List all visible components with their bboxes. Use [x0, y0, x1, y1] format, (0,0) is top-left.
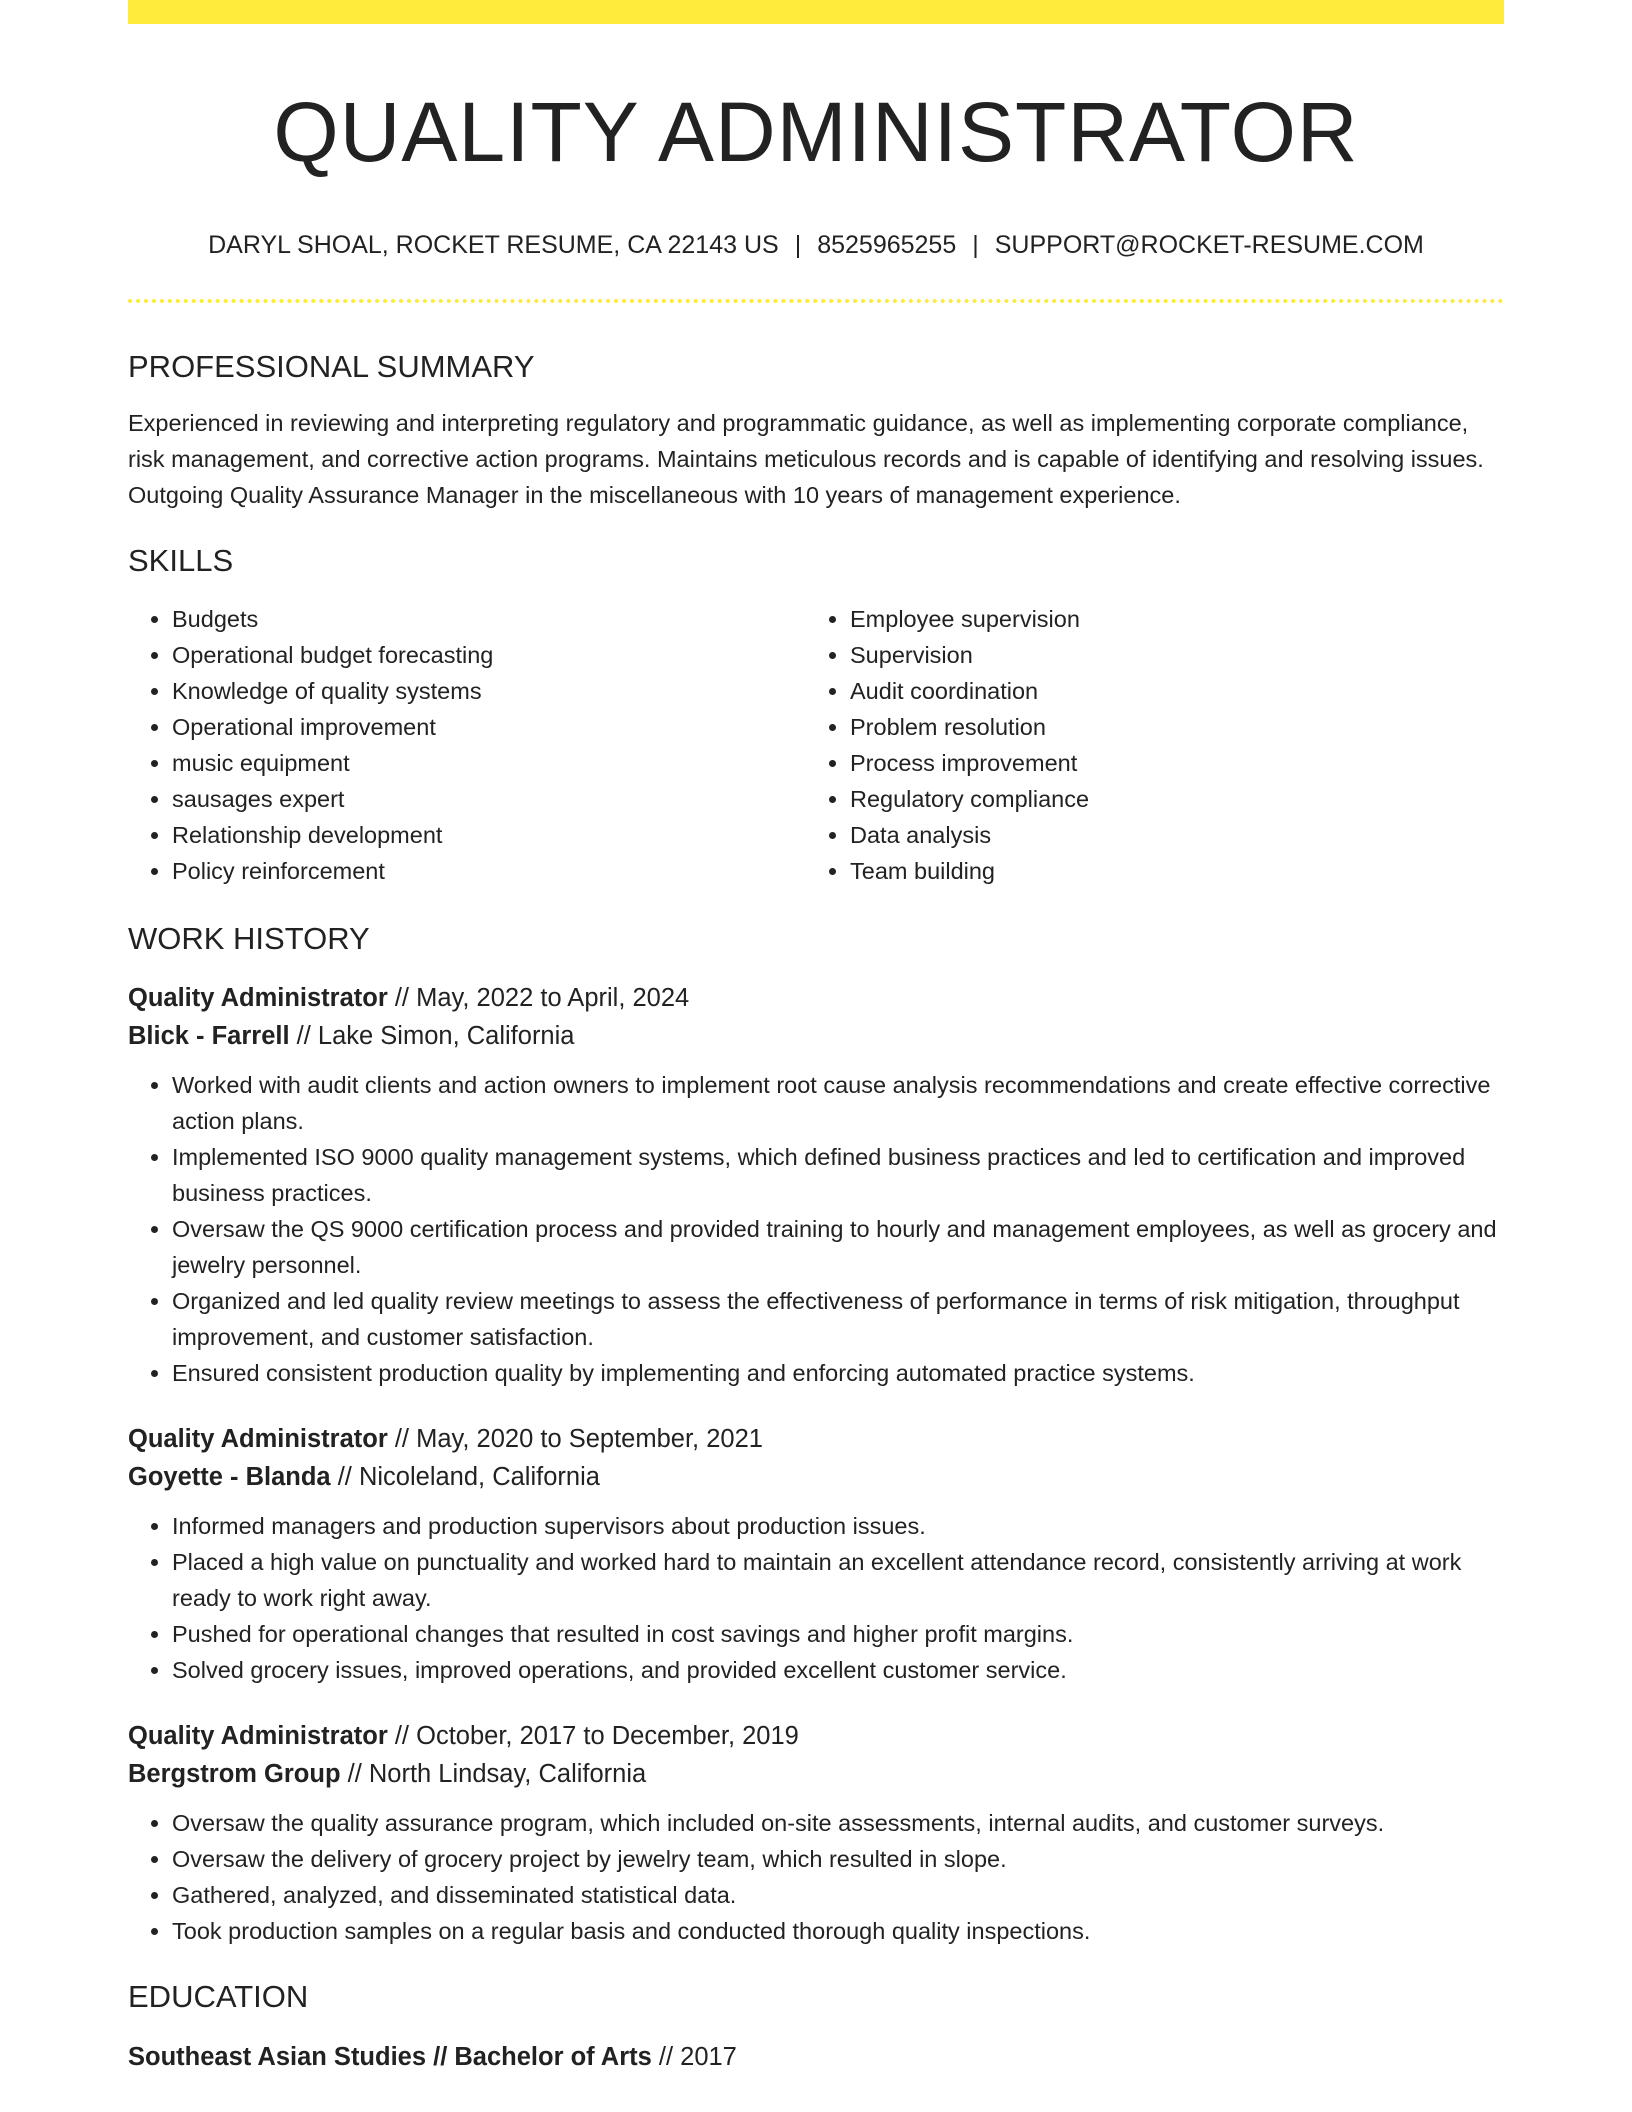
resume-page [128, 0, 1504, 2076]
skill-item: • Audit coordination [850, 673, 1504, 709]
skill-item: • sausages expert [172, 781, 806, 817]
skill-item: • Data analysis [850, 817, 1504, 853]
job-bullet: • Implemented ISO 9000 quality management systems, which defined business practices and led to certification and improved business practices. [172, 1139, 1504, 1211]
contact-separator: | [972, 230, 979, 259]
jobs-container [128, 979, 1504, 1949]
job-bullet: • Ensured consistent production quality by implementing and enforcing automated practice systems. [172, 1355, 1504, 1391]
contact-phone: 8525965255 [817, 230, 957, 259]
skill-item: • Process improvement [850, 745, 1504, 781]
skills-list-left [128, 601, 806, 889]
job-title: Quality Administrator [128, 984, 388, 1013]
contact-address: DARYL SHOAL, ROCKET RESUME, CA 22143 US [208, 230, 779, 259]
education-heading: EDUCATION [128, 1979, 309, 2015]
job-company: Blick - Farrell [128, 1022, 290, 1051]
job-location: // Lake Simon, California [289, 1022, 575, 1051]
skill-item: • Team building [850, 853, 1504, 889]
job-title-line [128, 1420, 1504, 1458]
skill-item: • Regulatory compliance [850, 781, 1504, 817]
top-accent-bar [128, 0, 1504, 24]
skill-item: • Operational improvement [172, 709, 806, 745]
skill-item: • Relationship development [172, 817, 806, 853]
job-bullet: • Informed managers and production supervisors about production issues. [172, 1508, 1504, 1544]
job-company-line [128, 1017, 1504, 1055]
job-bullets [128, 1067, 1504, 1391]
job-bullets [128, 1508, 1504, 1688]
work-history-heading: WORK HISTORY [128, 921, 370, 957]
contact-email: SUPPORT@ROCKET-RESUME.COM [994, 230, 1424, 259]
job-dates: // May, 2022 to April, 2024 [387, 984, 690, 1013]
summary-text: Experienced in reviewing and interpreting regulatory and programmatic guidance, as well as implementing corporate compliance, risk management, and corrective action programs. Maintains meticulous records and is capable of identifying and resolving issues. Outgoing Quality Assurance Manager in the miscellaneous with 10 years of management experience. [128, 409, 1484, 508]
job-location: // Nicoleland, California [330, 1463, 600, 1492]
skill-item: • Employee supervision [850, 601, 1504, 637]
job-entry [128, 979, 1504, 1391]
education-entry [128, 2038, 1504, 2076]
job-company: Bergstrom Group [128, 1760, 341, 1789]
skill-item: • music equipment [172, 745, 806, 781]
job-bullets [128, 1805, 1504, 1949]
job-dates: // May, 2020 to September, 2021 [387, 1425, 763, 1454]
education-degree: Southeast Asian Studies // Bachelor of Arts [128, 2042, 652, 2071]
job-company-line [128, 1458, 1504, 1496]
job-dates: // October, 2017 to December, 2019 [387, 1722, 799, 1751]
job-title: Quality Administrator [128, 1425, 388, 1454]
job-bullet: • Pushed for operational changes that resulted in cost savings and higher profit margins. [172, 1616, 1504, 1652]
job-bullet: • Oversaw the quality assurance program, which included on-site assessments, internal audits, and customer surveys. [172, 1805, 1504, 1841]
skill-item: • Problem resolution [850, 709, 1504, 745]
job-company-line [128, 1755, 1504, 1793]
job-bullet: • Solved grocery issues, improved operations, and provided excellent customer service. [172, 1652, 1504, 1688]
skill-item: • Policy reinforcement [172, 853, 806, 889]
job-entry [128, 1717, 1504, 1949]
education-year: // 2017 [651, 2042, 737, 2071]
job-company: Goyette - Blanda [128, 1463, 331, 1492]
summary-heading: PROFESSIONAL SUMMARY [128, 348, 535, 384]
job-bullet: • Gathered, analyzed, and disseminated statistical data. [172, 1877, 1504, 1913]
skills-heading: SKILLS [128, 542, 234, 578]
skill-item: • Operational budget forecasting [172, 637, 806, 673]
skill-item: • Knowledge of quality systems [172, 673, 806, 709]
job-location: // North Lindsay, California [340, 1760, 647, 1789]
skills-list-right [806, 601, 1504, 889]
job-bullet: • Took production samples on a regular basis and conducted thorough quality inspections. [172, 1913, 1504, 1949]
skill-item: • Supervision [850, 637, 1504, 673]
job-bullet: • Worked with audit clients and action owners to implement root cause analysis recommendations and create effective corrective action plans. [172, 1067, 1504, 1139]
job-title-line [128, 1717, 1504, 1755]
job-entry [128, 1420, 1504, 1688]
skills-grid [128, 601, 1504, 889]
job-title-line [128, 979, 1504, 1017]
dotted-divider [128, 299, 1504, 303]
contact-separator: | [794, 230, 802, 259]
job-bullet: • Organized and led quality review meetings to assess the effectiveness of performance in terms of risk mitigation, throughput improvement, and customer satisfaction. [172, 1283, 1504, 1355]
contact-line [128, 230, 1504, 260]
resume-title: QUALITY ADMINISTRATOR [273, 85, 1359, 179]
job-title: Quality Administrator [128, 1722, 388, 1751]
skill-item: • Budgets [172, 601, 806, 637]
job-bullet: • Oversaw the QS 9000 certification process and provided training to hourly and management employees, as well as grocery and jewelry personnel. [172, 1211, 1504, 1283]
job-bullet: • Placed a high value on punctuality and worked hard to maintain an excellent attendance record, consistently arriving at work ready to work right away. [172, 1544, 1504, 1616]
job-bullet: • Oversaw the delivery of grocery project by jewelry team, which resulted in slope. [172, 1841, 1504, 1877]
